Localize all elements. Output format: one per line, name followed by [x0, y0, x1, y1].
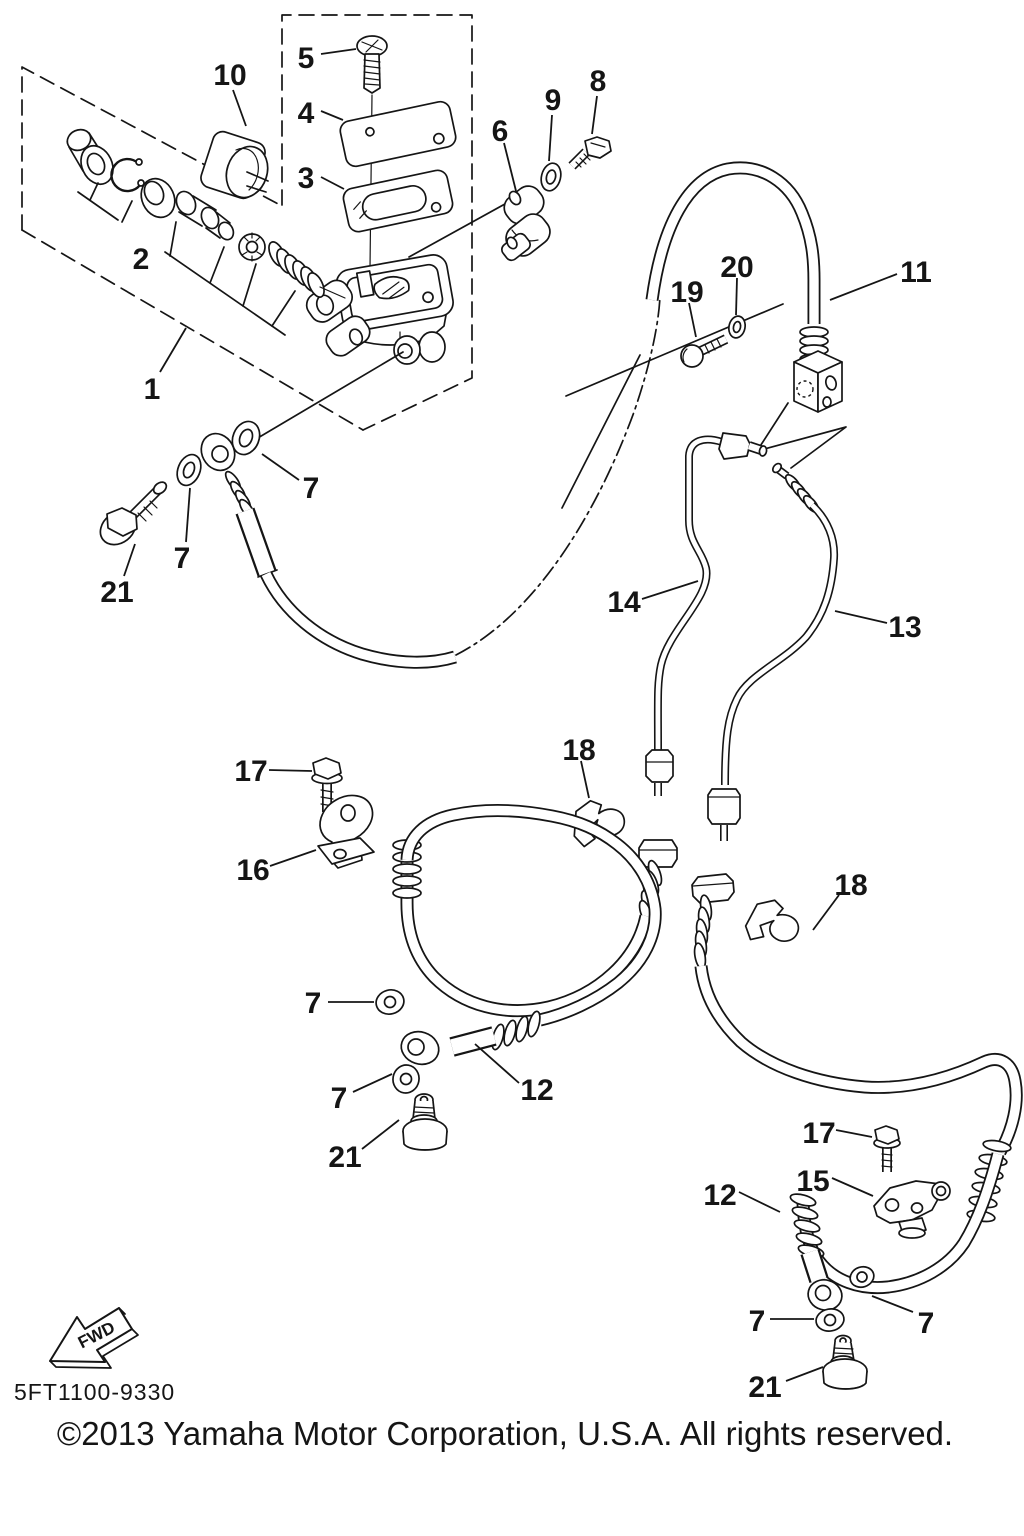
- callout-12: 12: [703, 1179, 737, 1212]
- callout-7: 7: [173, 542, 191, 575]
- callout-19: 19: [670, 276, 704, 309]
- callout-1: 1: [143, 373, 161, 406]
- callout-11: 11: [900, 256, 932, 289]
- callout-9: 9: [544, 84, 562, 117]
- callout-7: 7: [302, 472, 320, 505]
- callout-4: 4: [297, 97, 315, 130]
- callout-14: 14: [607, 586, 641, 619]
- callout-3: 3: [297, 162, 315, 195]
- callout-21: 21: [100, 576, 134, 609]
- callout-18: 18: [562, 734, 596, 767]
- fwd-label: FWD: [74, 1317, 119, 1353]
- copyright-text: ©2013 Yamaha Motor Corporation, U.S.A. All rights reserved.: [56, 1415, 954, 1452]
- callout-21: 21: [328, 1141, 362, 1174]
- callout-16: 16: [236, 854, 270, 887]
- callout-18: 18: [834, 869, 868, 902]
- callout-20: 20: [720, 251, 754, 284]
- callout-15: 15: [796, 1165, 830, 1198]
- callout-13: 13: [888, 611, 922, 644]
- callout-12: 12: [520, 1074, 554, 1107]
- callout-17: 17: [802, 1117, 836, 1150]
- callout-7: 7: [748, 1305, 766, 1338]
- callout-7: 7: [330, 1082, 348, 1115]
- callout-17: 17: [234, 755, 268, 788]
- callout-7: 7: [917, 1307, 935, 1340]
- callout-6: 6: [491, 115, 509, 148]
- callout-10: 10: [213, 59, 247, 92]
- callout-2: 2: [132, 243, 150, 276]
- diagram-part-code: 5FT1100-9330: [14, 1379, 176, 1405]
- callout-21: 21: [748, 1371, 782, 1404]
- leader-17: [269, 770, 312, 771]
- callout-8: 8: [589, 65, 607, 98]
- callout-5: 5: [297, 42, 315, 75]
- callout-7: 7: [304, 987, 322, 1020]
